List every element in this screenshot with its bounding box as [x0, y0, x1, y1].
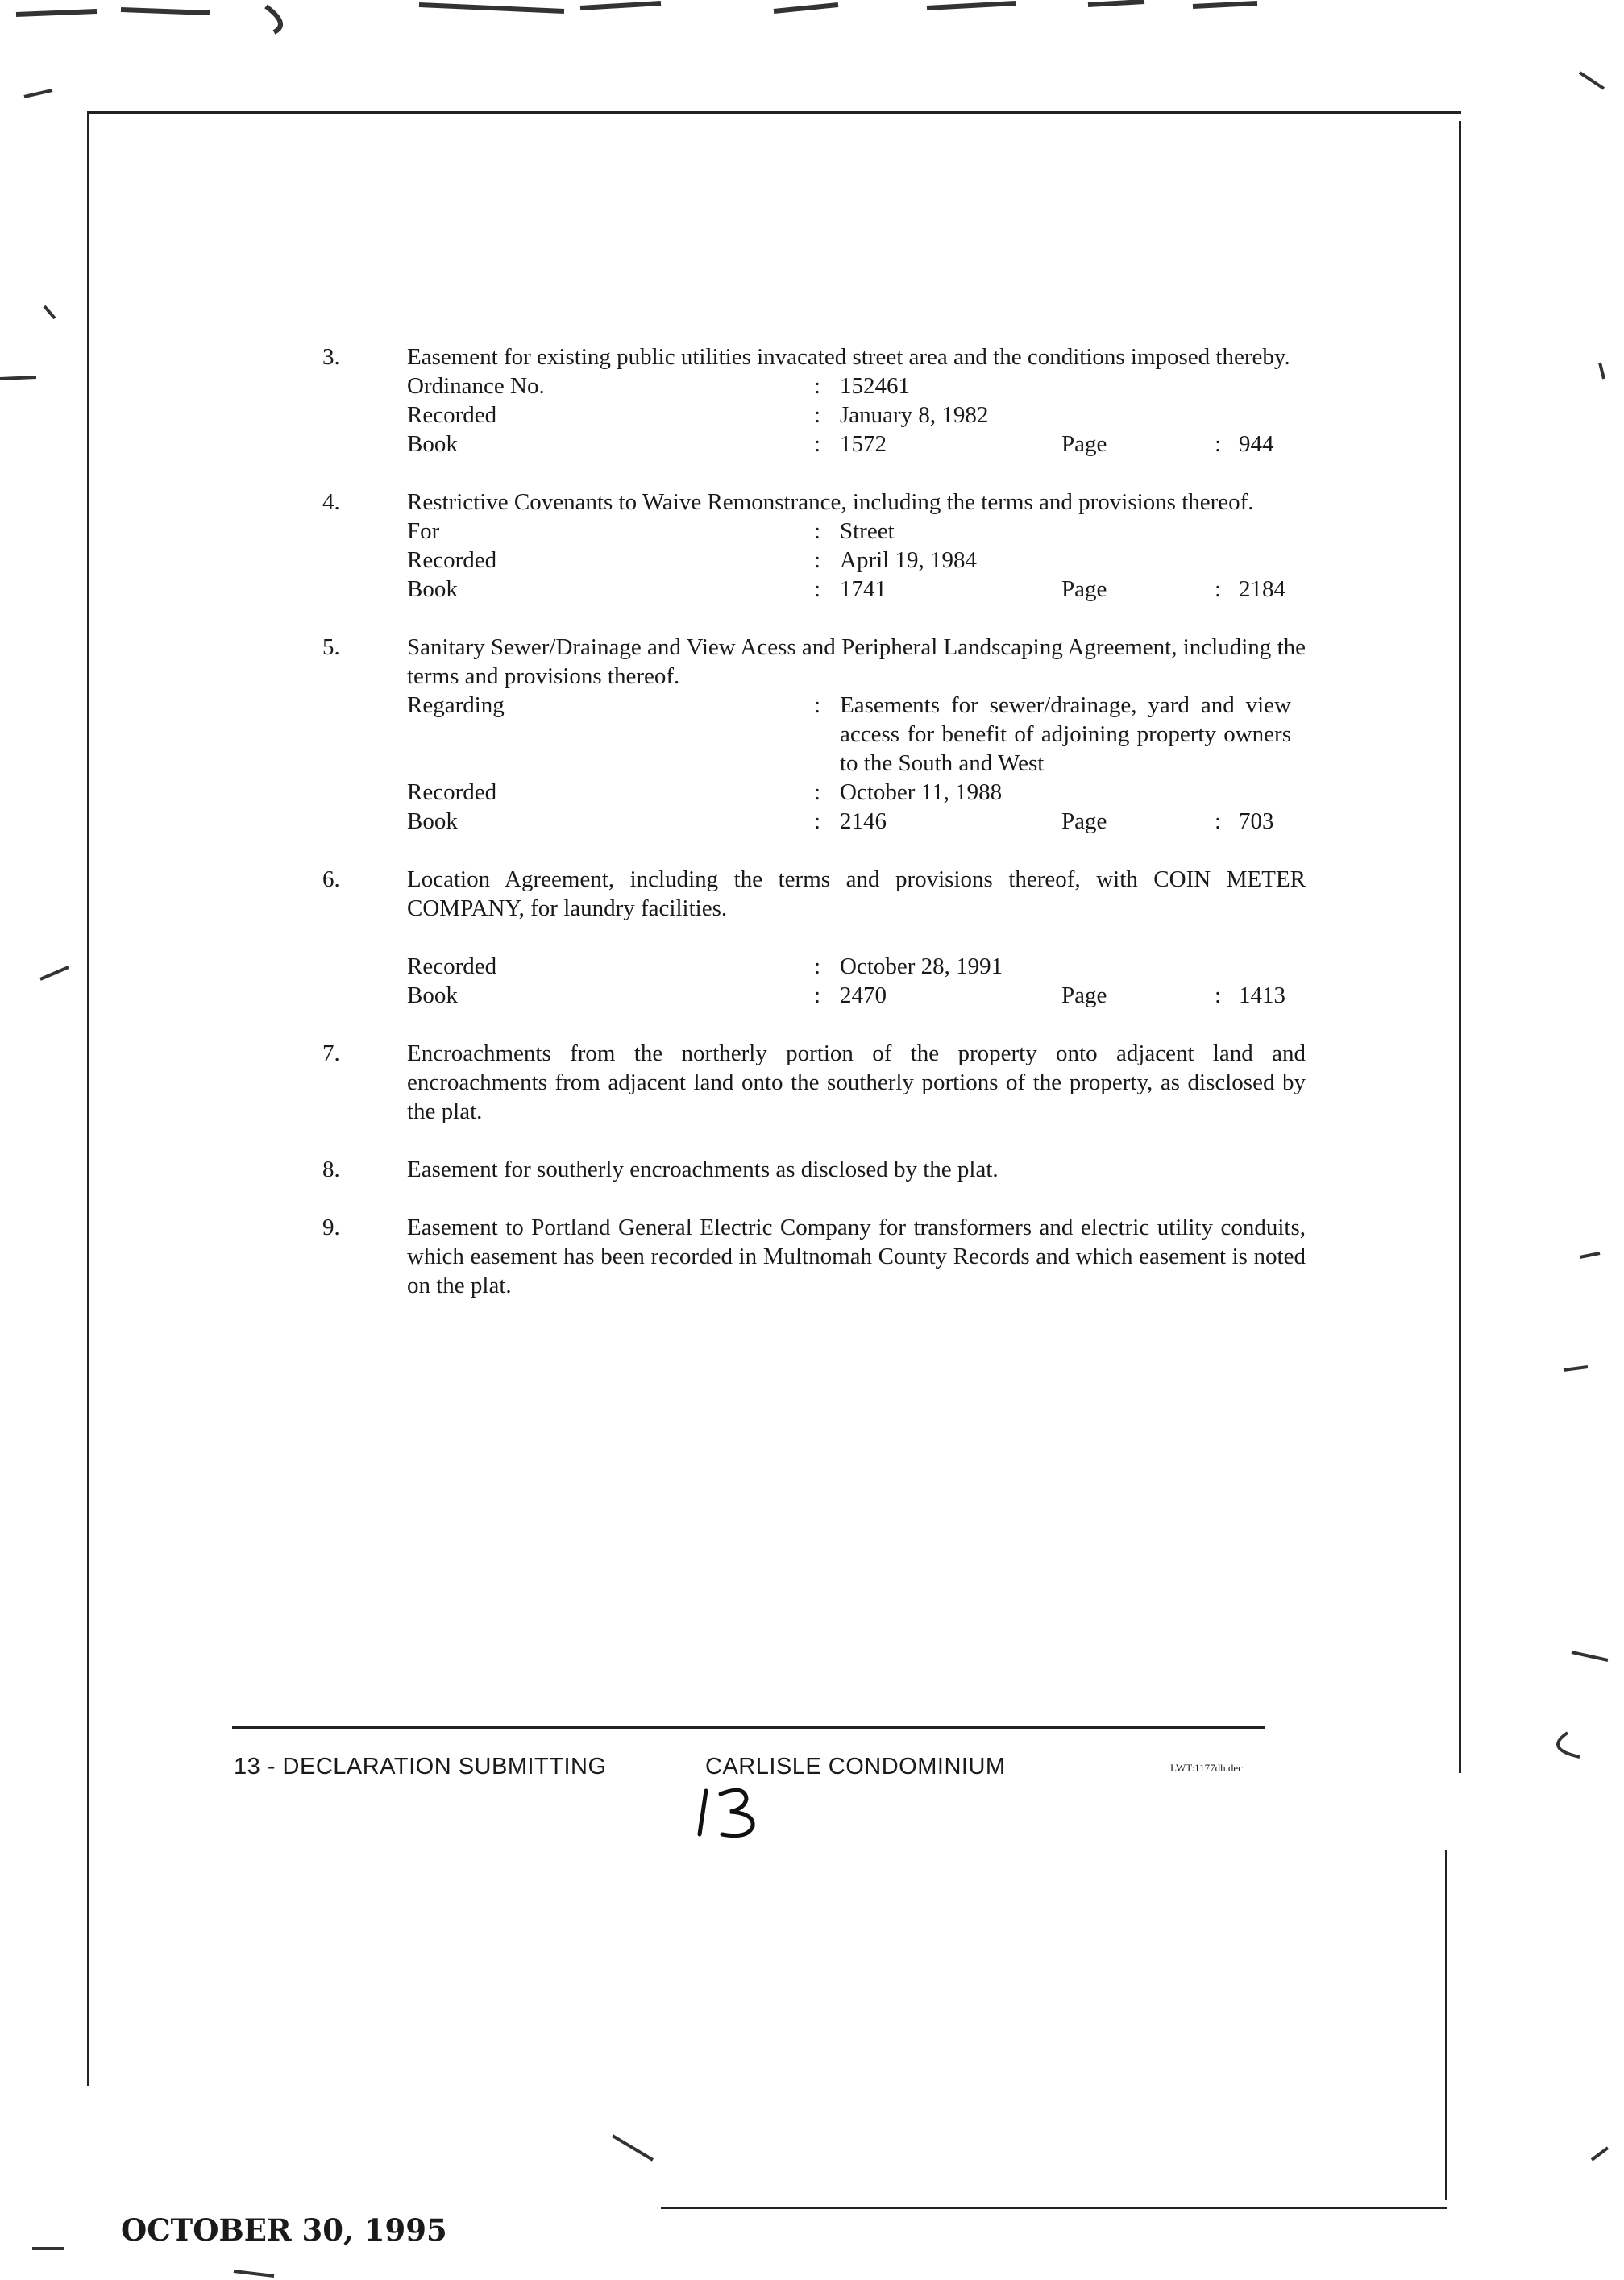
item-number: 3. [322, 344, 340, 370]
list-item-6 [322, 865, 1306, 1010]
detail-row: For : Street [407, 518, 895, 544]
detail-row: Book : 1572 Page : 944 [407, 431, 1274, 457]
item-description: Sanitary Sewer/Drainage and View Acess and Peripheral Landscaping Agreement, including the terms and provisions thereof. [407, 634, 1306, 689]
detail-row: Recorded : October 28, 1991 [407, 953, 1003, 979]
item-number: 5. [322, 634, 340, 660]
item-number: 8. [322, 1157, 340, 1182]
detail-row: Regarding : Easements for sewer/drainage, yard and view access for benefit of adjoining property owners to the South and West [407, 692, 1291, 776]
item-description: Encroachments from the northerly portion of the property onto adjacent land and encroachments from adjacent land onto the southerly portions of the property, as disclosed by the plat. [407, 1040, 1306, 1124]
detail-row: Book : 1741 Page : 2184 [407, 576, 1285, 602]
date-stamp: OCTOBER 30, 1995 [121, 2212, 447, 2248]
footer-document-title: 13 - DECLARATION SUBMITTING [234, 1754, 607, 1780]
list-item-4 [322, 488, 1306, 604]
list-item-8 [322, 1155, 1306, 1184]
list-item-9 [322, 1213, 1306, 1300]
handwritten-page-number [695, 1781, 775, 1842]
item-description: Easement to Portland General Electric Company for transformers and electric utility conduits, which easement has been recorded in Multnomah County Records and which easement is noted on the plat. [407, 1215, 1306, 1298]
list-item-7 [322, 1039, 1306, 1126]
detail-row: Recorded : January 8, 1982 [407, 402, 989, 428]
encumbrance-list [322, 343, 1306, 1329]
item-description: Easement for existing public utilities invacated street area and the conditions imposed thereby. [407, 344, 1290, 370]
item-number: 6. [322, 866, 340, 892]
detail-row: Ordinance No. : 152461 [407, 373, 910, 399]
item-number: 9. [322, 1215, 340, 1240]
footer-file-code: LWT:1177dh.dec [1170, 1762, 1243, 1774]
detail-row: Recorded : April 19, 1984 [407, 547, 977, 573]
item-description: Restrictive Covenants to Waive Remonstrance, including the terms and provisions thereof. [407, 489, 1254, 515]
item-number: 7. [322, 1040, 340, 1066]
detail-row: Book : 2146 Page : 703 [407, 808, 1274, 834]
list-item-5 [322, 633, 1306, 836]
detail-row: Book : 2470 Page : 1413 [407, 982, 1285, 1008]
item-description: Easement for southerly encroachments as disclosed by the plat. [407, 1157, 999, 1182]
detail-row: Recorded : October 11, 1988 [407, 779, 1003, 805]
footer-divider [232, 1726, 1265, 1729]
item-description: Location Agreement, including the terms and provisions thereof, with COIN METER COMPANY, for laundry facilities. [407, 866, 1306, 921]
list-item-3 [322, 343, 1306, 459]
item-number: 4. [322, 489, 340, 515]
footer-condominium-name: CARLISLE CONDOMINIUM [705, 1754, 1006, 1780]
